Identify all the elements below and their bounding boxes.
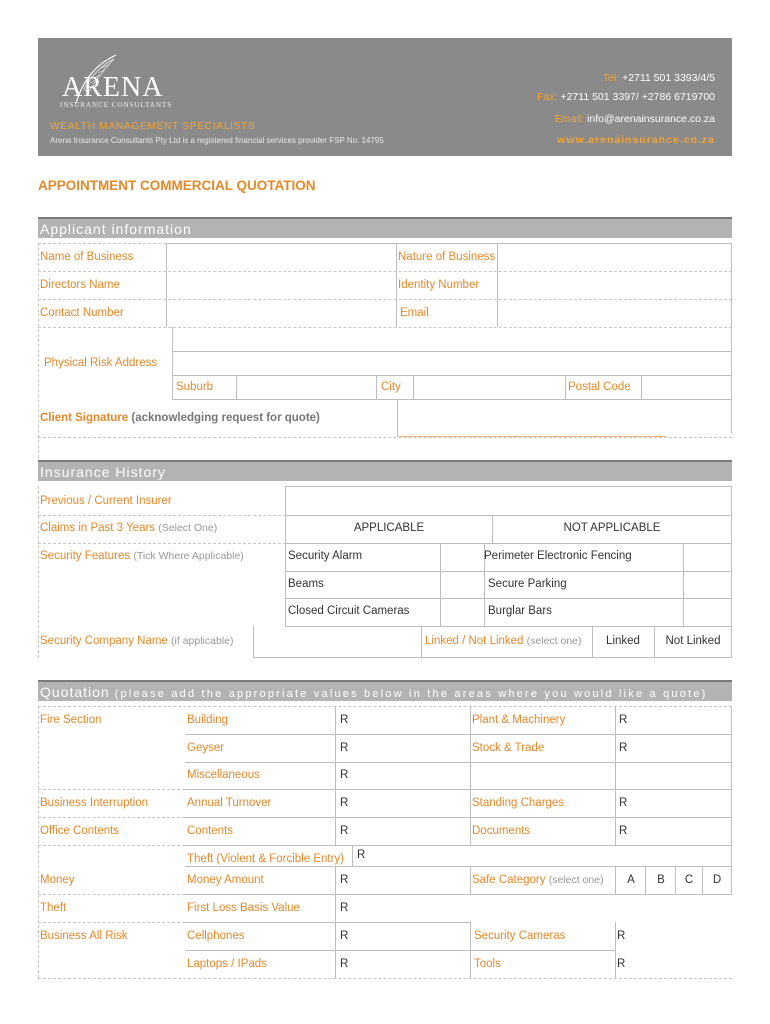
- postal-code-field[interactable]: [643, 377, 730, 397]
- theft-label: Theft: [40, 902, 67, 914]
- miscellaneous-value[interactable]: R: [340, 769, 349, 781]
- email-line[interactable]: [555, 113, 715, 125]
- not-linked-option[interactable]: Not Linked: [665, 635, 721, 647]
- stock-trade-label: Stock & Trade: [472, 742, 545, 754]
- plant-machinery-label: Plant & Machinery: [472, 714, 566, 726]
- cellphones-value[interactable]: R: [340, 930, 349, 942]
- documents-value[interactable]: R: [619, 825, 628, 837]
- feature-secure-parking: Secure Parking: [488, 578, 567, 590]
- geyser-label: Geyser: [187, 742, 225, 754]
- fax-value: +2711 501 3397/ +2786 6719700: [560, 91, 715, 103]
- tools-value[interactable]: R: [617, 958, 626, 970]
- cctv-checkbox[interactable]: [442, 600, 483, 624]
- feature-security-alarm: Security Alarm: [288, 550, 363, 562]
- cellphones-label: Cellphones: [187, 930, 245, 942]
- safe-option-d[interactable]: D: [712, 874, 722, 886]
- standing-charges-label: Standing Charges: [472, 797, 565, 809]
- fax-label: Fax:: [537, 91, 558, 103]
- security-company-note: (if applicable): [171, 635, 234, 647]
- identity-number-field[interactable]: [499, 273, 729, 297]
- burglar-bars-checkbox[interactable]: [685, 600, 730, 624]
- business-interruption-label: Business Interruption: [40, 797, 149, 809]
- city-label: City: [381, 381, 401, 393]
- security-features-label: Security Features: [40, 550, 131, 562]
- client-signature-label: Client Signature: [40, 412, 129, 424]
- first-loss-value[interactable]: R: [340, 902, 349, 914]
- tools-label: Tools: [474, 958, 501, 970]
- standing-charges-value[interactable]: R: [619, 797, 628, 809]
- logo-subtitle: INSURANCE CONSULTANTS: [60, 101, 173, 109]
- linked-label: Linked / Not Linked: [425, 635, 524, 647]
- beams-checkbox[interactable]: [442, 573, 483, 597]
- money-amount-value[interactable]: R: [340, 874, 349, 886]
- email-value[interactable]: info@arenainsurance.co.za: [587, 113, 715, 125]
- contact-number-field[interactable]: [168, 301, 394, 325]
- name-of-business-label: Name of Business: [40, 251, 134, 263]
- stock-trade-value[interactable]: R: [619, 742, 628, 754]
- suburb-field[interactable]: [238, 377, 374, 397]
- previous-insurer-label: Previous / Current Insurer: [40, 495, 172, 507]
- building-label: Building: [187, 714, 228, 726]
- name-of-business-field[interactable]: [168, 245, 394, 269]
- email-field[interactable]: [499, 301, 729, 325]
- website-link[interactable]: www.arenainsurance.co.za: [557, 134, 715, 146]
- nature-of-business-label: Nature of Business: [398, 251, 496, 263]
- security-company-field[interactable]: [255, 628, 419, 656]
- security-alarm-checkbox[interactable]: [442, 545, 483, 569]
- laptops-value[interactable]: R: [340, 958, 349, 970]
- client-signature-note: (acknowledging request for quote): [131, 412, 320, 424]
- physical-risk-address-label: Physical Risk Address: [44, 357, 158, 369]
- tel-label: Tel:: [602, 72, 620, 84]
- identity-number-label: Identity Number: [398, 279, 480, 291]
- building-value[interactable]: R: [340, 714, 349, 726]
- documents-label: Documents: [472, 825, 531, 837]
- theft-violent-label: Theft (Violent & Forcible Entry): [187, 853, 345, 865]
- safe-option-b[interactable]: B: [657, 874, 665, 886]
- fsp-notice: Arena Insurance Consultants Pty Ltd is a registered financial services provider FSP No. 14795: [50, 136, 384, 145]
- theft-violent-value[interactable]: R: [357, 849, 366, 861]
- fax-line: [537, 91, 715, 103]
- feature-perimeter-fencing: Perimeter Electronic Fencing: [484, 550, 632, 562]
- tagline: WEALTH MANAGEMENT SPECIALISTS: [50, 121, 256, 132]
- applicable-option[interactable]: APPLICABLE: [353, 522, 425, 534]
- security-features-note: (Tick Where Applicable): [133, 550, 244, 562]
- suburb-label: Suburb: [176, 381, 214, 393]
- geyser-value[interactable]: R: [340, 742, 349, 754]
- not-applicable-option[interactable]: NOT APPLICABLE: [563, 522, 661, 534]
- document-title: APPOINTMENT COMMERCIAL QUOTATION: [38, 178, 316, 193]
- security-company-row-label: [40, 635, 233, 647]
- client-signature-field[interactable]: [399, 402, 729, 435]
- safe-category-row-label: [472, 874, 604, 886]
- perimeter-fencing-checkbox[interactable]: [685, 545, 730, 569]
- quotation-heading-note: (please add the appropriate values below in the areas where you would like a quote): [114, 688, 708, 700]
- security-cameras-value[interactable]: R: [617, 930, 626, 942]
- claims-label: Claims in Past 3 Years: [40, 522, 156, 534]
- safe-category-label: Safe Category: [472, 874, 546, 886]
- feature-burglar-bars: Burglar Bars: [488, 605, 552, 617]
- laptops-label: Laptops / IPads: [187, 958, 267, 970]
- money-amount-label: Money Amount: [187, 874, 264, 886]
- money-label: Money: [40, 874, 75, 886]
- first-loss-label: First Loss Basis Value: [187, 902, 300, 914]
- safe-option-a[interactable]: A: [627, 874, 635, 886]
- security-company-label: Security Company Name: [40, 635, 168, 647]
- feature-cctv: Closed Circuit Cameras: [288, 605, 410, 617]
- security-cameras-label: Security Cameras: [474, 930, 566, 942]
- office-contents-label: Office Contents: [40, 825, 120, 837]
- safe-category-note: (select one): [548, 874, 604, 886]
- email-label: Email:: [554, 113, 585, 125]
- fire-section-label: Fire Section: [40, 714, 102, 726]
- directors-name-label: Directors Name: [40, 279, 120, 291]
- safe-option-c[interactable]: C: [684, 874, 694, 886]
- previous-insurer-field[interactable]: [287, 488, 729, 513]
- claims-row-label: [40, 522, 217, 534]
- quotation-heading: Quotation: [40, 684, 110, 700]
- tel-line: [603, 72, 715, 84]
- postal-code-label: Postal Code: [568, 381, 631, 393]
- feature-beams: Beams: [288, 578, 324, 590]
- applicant-section-header: Applicant information: [38, 217, 732, 238]
- business-all-risk-label: Business All Risk: [40, 930, 128, 942]
- linked-note: (select one): [526, 635, 582, 647]
- quotation-section-header: [38, 680, 732, 701]
- physical-risk-address-field[interactable]: [174, 329, 730, 373]
- linked-row-label: [425, 635, 582, 647]
- contents-label: Contents: [187, 825, 234, 837]
- email-label: Email: [400, 307, 429, 319]
- client-signature-row: [40, 412, 320, 424]
- linked-option[interactable]: Linked: [606, 635, 640, 647]
- annual-turnover-value[interactable]: R: [340, 797, 349, 809]
- secure-parking-checkbox[interactable]: [685, 573, 730, 597]
- miscellaneous-label: Miscellaneous: [187, 769, 260, 781]
- logo-wordmark: ARENA: [62, 72, 164, 103]
- contact-number-label: Contact Number: [40, 307, 124, 319]
- city-field[interactable]: [415, 377, 563, 397]
- contents-value[interactable]: R: [340, 825, 349, 837]
- tel-value: +2711 501 3393/4/5: [622, 72, 715, 84]
- plant-machinery-value[interactable]: R: [619, 714, 628, 726]
- nature-of-business-field[interactable]: [499, 245, 729, 269]
- directors-name-field[interactable]: [168, 273, 394, 297]
- claims-note: (Select One): [158, 522, 218, 534]
- security-features-row-label: [40, 550, 244, 562]
- annual-turnover-label: Annual Turnover: [187, 797, 272, 809]
- history-section-header: Insurance History: [38, 460, 732, 481]
